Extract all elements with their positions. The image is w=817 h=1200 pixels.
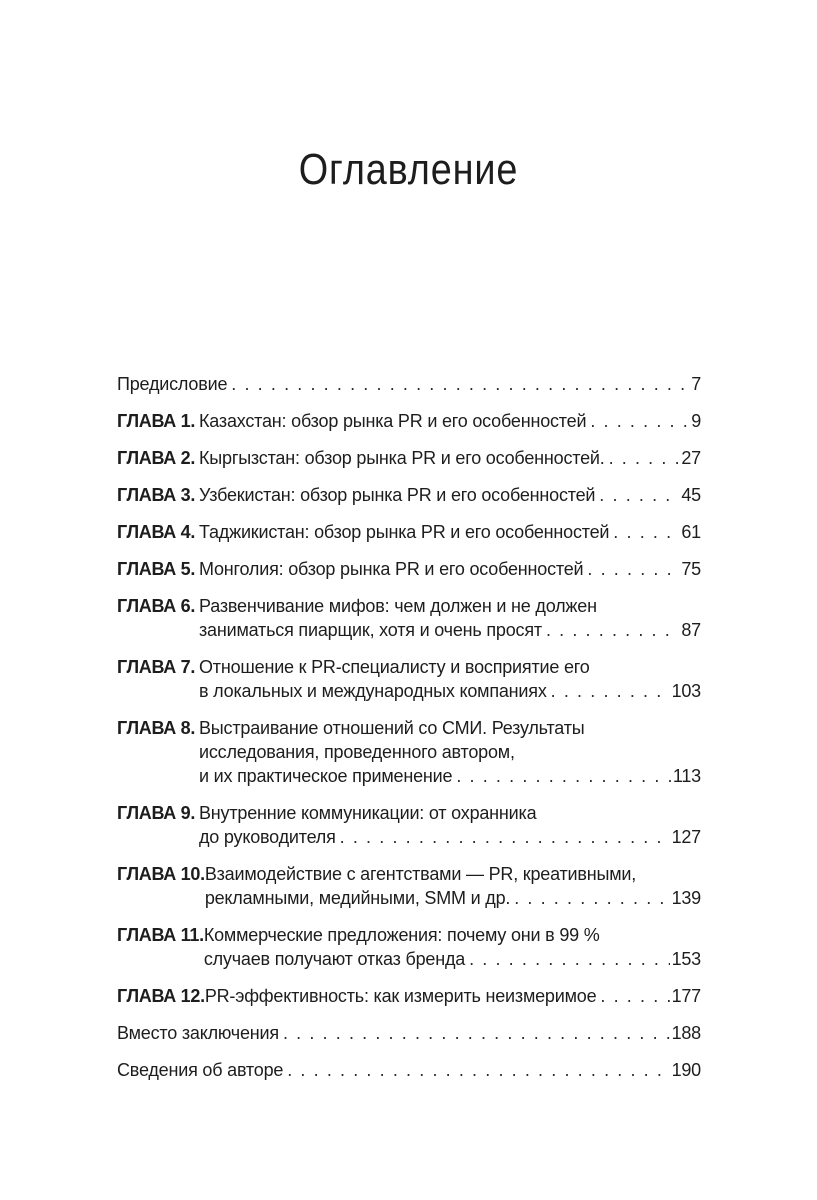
chapter-label: ГЛАВА 9. [117,803,196,823]
toc-entry [117,372,701,396]
entry-last-line [199,520,701,544]
entry-last-line [199,764,701,788]
entry-body [199,520,701,544]
entry-title-line: Внутренние коммуникации: от охранника [199,803,537,823]
page-number: 7 [691,374,701,394]
dot-leader [547,679,670,703]
page-number: 113 [672,766,701,786]
page-number: 87 [681,620,701,640]
entry-title-line: PR-эффективность: как измерить неизмеримое [204,986,597,1006]
entry-last-line [205,886,701,910]
page-number: 188 [671,1023,701,1043]
dot-leader [586,409,689,433]
entry-body [205,862,701,910]
entry-last-line [199,483,701,507]
toc-entry [117,557,701,581]
chapter-label: ГЛАВА 3. [117,485,196,505]
entry-body [199,716,701,788]
entry-title-line: Предисловие [117,374,228,394]
entry-body [117,372,701,396]
chapter-label: ГЛАВА 7. [117,657,196,677]
toc-entry [117,923,701,971]
page-number: 75 [681,559,701,579]
entry-last-line [117,372,701,396]
entry-title-line: Кыргызстан: обзор рынка PR и его особенностей. [199,448,605,468]
toc-entry [117,801,701,849]
entry-last-line [199,679,701,703]
toc-entry [117,1021,701,1045]
page-number: 177 [671,986,701,1006]
dot-leader [336,825,670,849]
dot-leader [510,886,669,910]
toc-entry [117,984,701,1008]
chapter-label: ГЛАВА 11. [117,925,204,945]
entry-title-line: Выстраивание отношений со СМИ. Результаты [199,718,585,738]
entry-title-line: исследования, проведенного автором, [199,742,515,762]
entry-title-line: случаев получают отказ бренда [203,949,466,969]
dot-leader [452,764,671,788]
entry-body [199,409,701,433]
toc-entry [117,483,701,507]
entry-title-line: Таджикистан: обзор рынка PR и его особенностей [199,522,610,542]
chapter-label: ГЛАВА 8. [117,718,196,738]
entry-last-line [117,1058,701,1082]
entry-title-line: Коммерческие предложения: почему они в 99 % [203,925,600,945]
chapter-label: ГЛАВА 2. [117,448,196,468]
page-number: 127 [671,827,701,847]
entry-body [199,483,701,507]
page-title: Оглавление [298,145,519,194]
entry-title-line: Монголия: обзор рынка PR и его особенностей [199,559,584,579]
entry-last-line [199,409,701,433]
entry-body [199,557,701,581]
entry-body [199,594,701,642]
chapter-label: ГЛАВА 5. [117,559,196,579]
page-number: 61 [681,522,701,542]
toc-entry [117,446,701,470]
entry-title-line: до руководителя [199,827,336,847]
toc-entry [117,594,701,642]
chapter-label: ГЛАВА 12. [117,986,205,1006]
entry-title-line: Сведения об авторе [117,1060,284,1080]
entry-body [199,655,701,703]
dot-leader [283,1058,669,1082]
toc-entry [117,520,701,544]
chapter-label: ГЛАВА 6. [117,596,196,616]
table-of-contents [117,372,701,1095]
entry-last-line [117,1021,701,1045]
entry-body [205,984,701,1008]
entry-title-line: Казахстан: обзор рынка PR и его особенностей [199,411,587,431]
dot-leader [465,947,669,971]
entry-title-line: Взаимодействие с агентствами — PR, креативными, [204,864,637,884]
dot-leader [596,984,669,1008]
entry-last-line [199,446,701,470]
entry-title-line: и их практическое применение [199,766,453,786]
entry-last-line [205,984,701,1008]
entry-title-line: Узбекистан: обзор рынка PR и его особенностей [199,485,596,505]
toc-entry [117,862,701,910]
entry-title-line: Отношение к PR-специалисту и восприятие его [199,657,590,677]
chapter-label: ГЛАВА 10. [117,864,205,884]
entry-last-line [199,618,701,642]
page-number: 190 [671,1060,701,1080]
toc-entry [117,409,701,433]
chapter-label: ГЛАВА 1. [117,411,196,431]
entry-title-line: в локальных и международных компаниях [199,681,547,701]
toc-entry [117,1058,701,1082]
chapter-label: ГЛАВА 4. [117,522,196,542]
dot-leader [227,372,689,396]
dot-leader [595,483,679,507]
entry-body [199,801,701,849]
page-number: 9 [691,411,701,431]
page-number: 103 [671,681,701,701]
toc-entry [117,655,701,703]
entry-last-line [204,947,701,971]
entry-body [117,1021,701,1045]
entry-body [204,923,701,971]
entry-last-line [199,825,701,849]
dot-leader [605,446,680,470]
entry-title-line: заниматься пиарщик, хотя и очень просят [199,620,542,640]
dot-leader [583,557,679,581]
entry-title-line: рекламными, медийными, SMM и др. [204,888,511,908]
dot-leader [279,1021,670,1045]
entry-body [117,1058,701,1082]
entry-title-line: Развенчивание мифов: чем должен и не должен [199,596,597,616]
dot-leader [609,520,679,544]
entry-title-line: Вместо заключения [117,1023,279,1043]
page-number: 45 [681,485,701,505]
page-number: 27 [681,448,701,468]
dot-leader [542,618,679,642]
toc-entry [117,716,701,788]
entry-last-line [199,557,701,581]
page-number: 153 [671,949,701,969]
entry-body [199,446,701,470]
page-number: 139 [671,888,701,908]
